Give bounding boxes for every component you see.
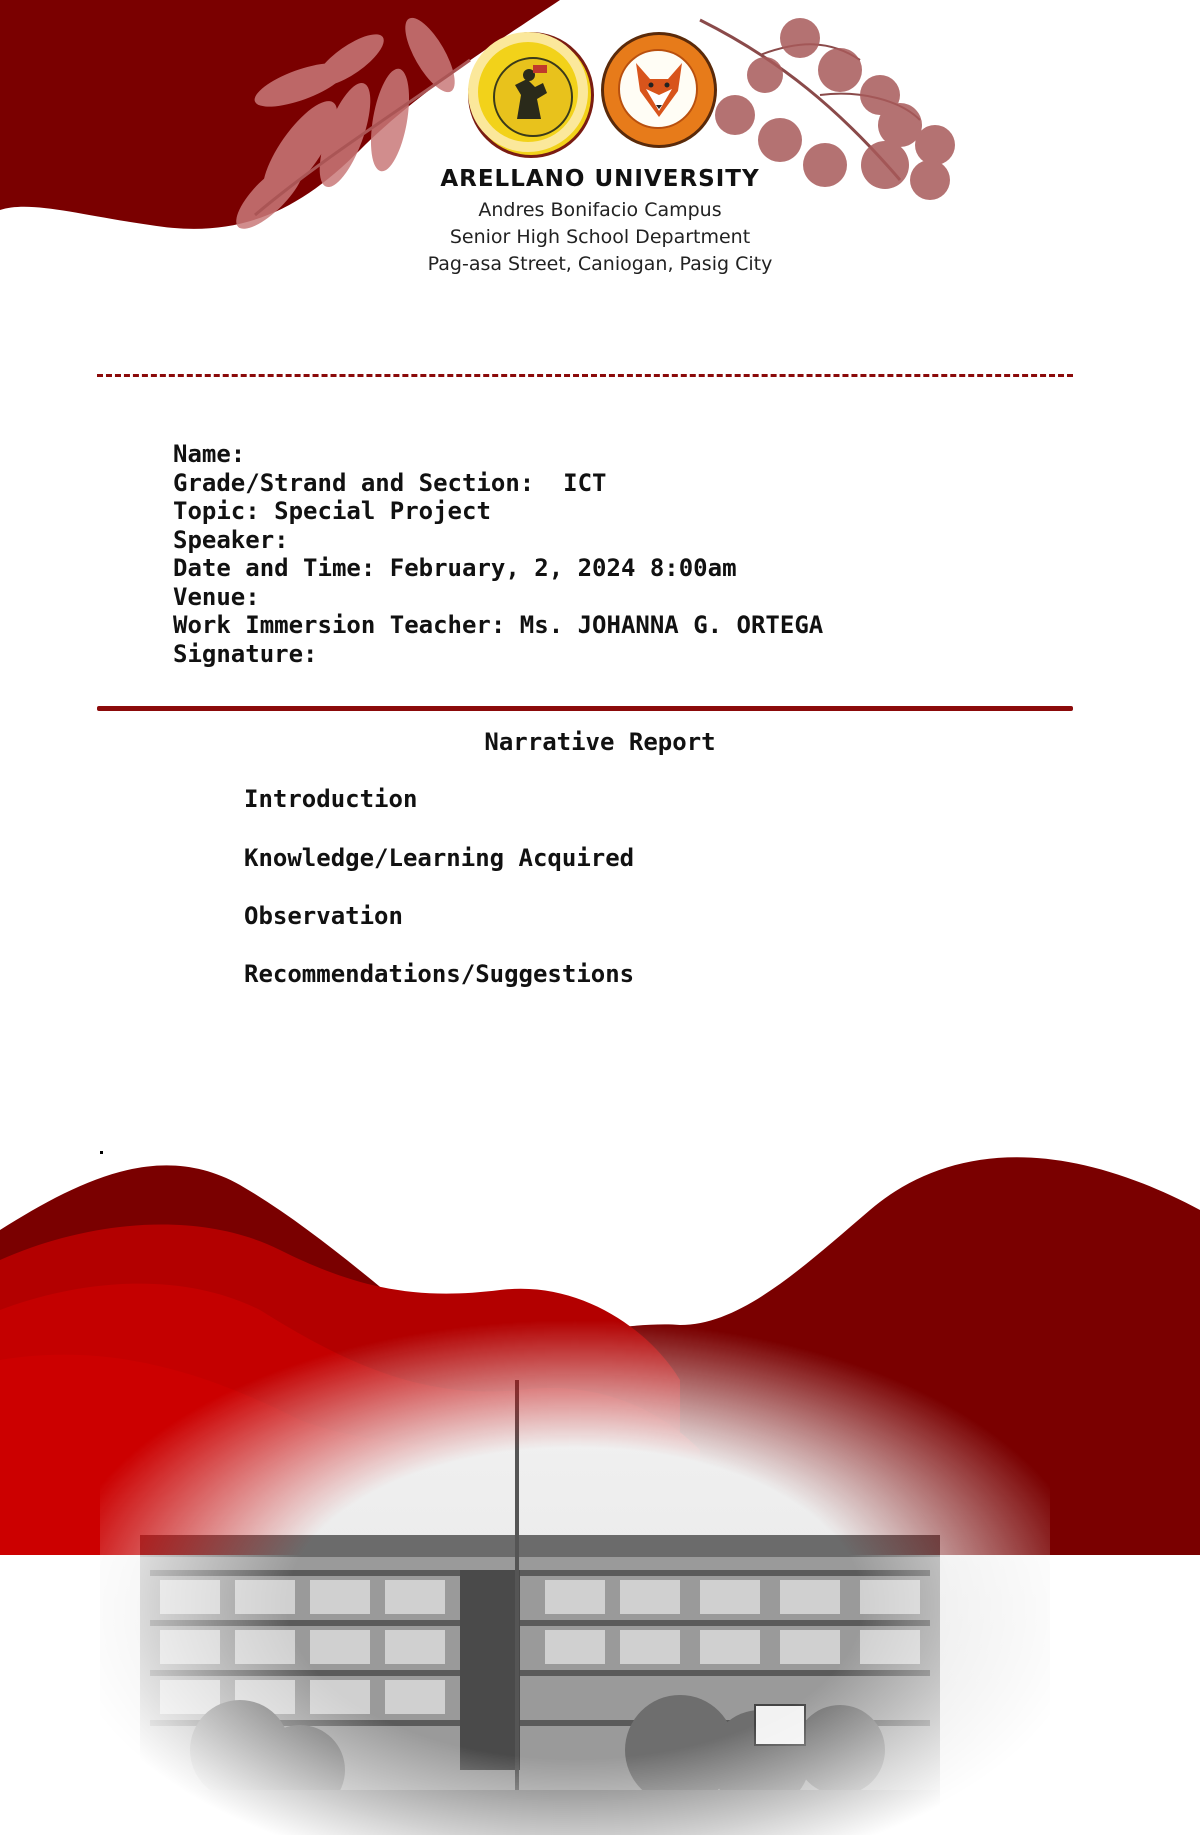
department-name: Senior High School Department [449,226,751,248]
signature-row [173,640,823,669]
info-block [173,440,823,668]
venue-label: Venue: [173,582,260,611]
campus-name: Andres Bonifacio Campus [478,199,722,221]
name-label: Name: [173,440,246,468]
teacher-row [173,611,823,640]
date-value: February, 2, 2024 8:00am [389,554,737,582]
topic-value: Special Project [274,497,491,525]
grade-value: ICT [563,468,607,497]
senior-high-school-seal [601,32,717,148]
fox-icon [632,61,686,119]
date-label: Date and Time: [173,554,376,582]
section-label: Knowledge/Learning Acquired [244,844,635,872]
speaker-label: Speaker: [173,525,289,554]
school-address: Pag-asa Street, Caniogan, Pasig City [427,253,773,275]
teacher-label: Work Immersion Teacher: [173,611,506,639]
dashed-divider [97,374,1073,377]
arellano-university-seal [468,32,594,158]
campus-building-photo [100,1320,1050,1835]
name-row [173,440,823,469]
solid-divider [97,706,1073,711]
grade-row [173,469,823,498]
topic-label: Topic: [173,497,260,525]
speaker-row [173,526,823,555]
grade-label: Grade/Strand and Section: [173,468,535,497]
venue-row [173,583,823,612]
seal-figure-icon [507,65,553,121]
signature-label: Signature: [173,639,318,668]
section-label: Recommendations/Suggestions [244,960,635,988]
report-title: Narrative Report [484,728,716,756]
date-row [173,554,823,583]
footer-decoration [0,1150,1200,1835]
section-label: Introduction [244,785,418,813]
teacher-value: Ms. JOHANNA G. ORTEGA [519,611,824,639]
topic-row [173,497,823,526]
university-name: ARELLANO UNIVERSITY [440,166,760,192]
section-label: Observation [244,902,403,930]
